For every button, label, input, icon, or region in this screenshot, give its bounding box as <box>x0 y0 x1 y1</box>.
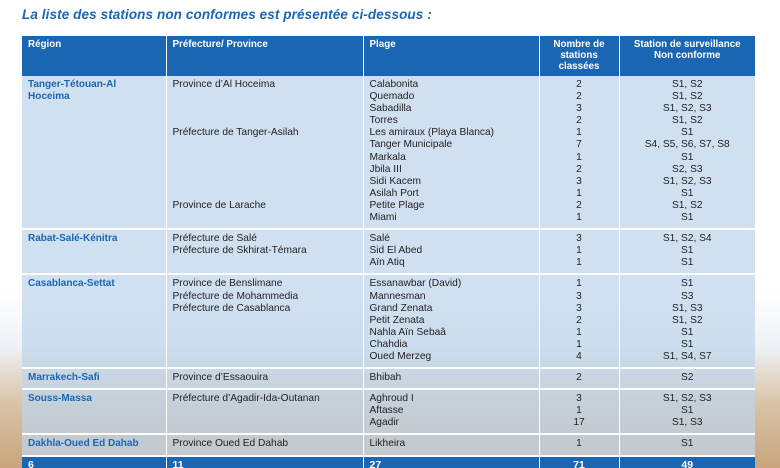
nombre-cell <box>539 434 619 455</box>
region-name: Rabat-Salé-Kénitra <box>22 229 166 274</box>
nombre-value: 1 <box>576 405 582 417</box>
region-row <box>22 76 755 229</box>
plage-cell <box>363 389 539 434</box>
prefecture-spacer <box>173 405 357 417</box>
total-region: 6 <box>22 456 166 468</box>
nombre-value: 3 <box>576 103 582 115</box>
plage-name: Les amiraux (Playa Blanca) <box>369 127 495 139</box>
plage-cell <box>363 434 539 455</box>
nombre-value: 1 <box>576 187 582 199</box>
nombre-value: 2 <box>576 79 582 90</box>
region-row <box>22 368 755 389</box>
header-nombre: Nombre de stations classées <box>539 36 619 76</box>
plage-name: Jbila III <box>369 163 402 175</box>
prefecture-spacer <box>173 103 357 115</box>
prefecture-name: Province de Larache <box>172 199 266 211</box>
station-value: S1 <box>681 127 694 139</box>
station-value: S1 <box>681 338 694 350</box>
total-nombre: 71 <box>539 456 619 468</box>
table-header <box>22 36 755 76</box>
region-name: Marrakech-Safi <box>22 368 166 389</box>
station-value: S1 <box>681 326 694 338</box>
plage-name: Bhibah <box>369 372 402 384</box>
plage-name: Asilah Port <box>369 187 419 199</box>
header-station: Station de surveillance Non conforme <box>619 36 755 76</box>
plage-name: Agadir <box>369 417 399 429</box>
nombre-value: 3 <box>576 290 582 302</box>
table-body <box>22 76 755 456</box>
prefecture-spacer <box>173 139 357 151</box>
nombre-value: 2 <box>576 163 582 175</box>
prefecture-spacer <box>173 176 357 188</box>
nombre-value: 2 <box>576 199 582 211</box>
station-value: S1 <box>681 257 694 269</box>
nombre-cell <box>539 229 619 274</box>
nombre-value: 17 <box>573 417 585 429</box>
plage-name: Miami <box>369 212 397 224</box>
prefecture-name: Province de Benslimane <box>172 278 283 290</box>
station-value: S1, S2, S4 <box>662 233 712 245</box>
nombre-value: 2 <box>576 91 582 103</box>
station-value: S1, S2 <box>671 79 703 90</box>
plage-name: Mannesman <box>369 290 426 302</box>
plage-name: Salé <box>369 233 390 245</box>
prefecture-cell <box>166 76 363 229</box>
nombre-value: 1 <box>576 278 582 290</box>
station-cell <box>619 229 755 274</box>
nombre-cell <box>539 274 619 368</box>
region-row <box>22 229 755 274</box>
plage-name: Aïn Atiq <box>369 257 405 269</box>
plage-name: Petit Zenata <box>369 314 425 326</box>
prefecture-name: Province Oued Ed Dahab <box>172 438 289 450</box>
region-row <box>22 274 755 368</box>
station-value: S1, S3 <box>671 302 703 314</box>
total-prefecture: 11 <box>166 456 363 468</box>
region-name: Souss-Massa <box>22 389 166 434</box>
plage-name: Aghroud I <box>369 393 414 405</box>
nombre-value: 3 <box>576 175 582 187</box>
plage-name: Aftasse <box>369 405 404 417</box>
nombre-value: 1 <box>576 257 582 269</box>
station-cell <box>619 389 755 434</box>
nombre-cell <box>539 389 619 434</box>
nombre-value: 3 <box>576 393 582 405</box>
plage-name: Essanawbar (David) <box>369 278 462 290</box>
prefecture-name: Préfecture de Tanger-Asilah <box>172 127 299 139</box>
station-value: S1, S2, S3 <box>662 175 712 187</box>
header-plage: Plage <box>363 36 539 76</box>
plage-name: Sabadilla <box>369 103 412 115</box>
nombre-value: 4 <box>576 350 582 362</box>
prefecture-cell <box>166 274 363 368</box>
station-value: S3 <box>681 290 694 302</box>
prefecture-name: Préfecture de Casablanca <box>172 302 291 314</box>
station-value: S1 <box>681 187 694 199</box>
table-totals <box>22 456 755 468</box>
nombre-value: 2 <box>576 115 582 127</box>
station-value: S1, S2 <box>671 91 703 103</box>
station-value: S1 <box>681 151 694 163</box>
prefecture-spacer <box>173 315 357 327</box>
station-cell <box>619 76 755 229</box>
header-region: Région <box>22 36 166 76</box>
nombre-cell <box>539 76 619 229</box>
nombre-cell <box>539 368 619 389</box>
prefecture-cell <box>166 434 363 455</box>
prefecture-name: Préfecture de Salé <box>172 233 257 245</box>
page-headline: La liste des stations non conformes est présentée ci-dessous : <box>22 7 432 22</box>
nombre-value: 3 <box>576 302 582 314</box>
nombre-value: 1 <box>576 338 582 350</box>
station-value: S1 <box>681 245 694 257</box>
prefecture-name: Préfecture de Mohammedia <box>172 290 299 302</box>
station-value: S1, S2 <box>671 115 703 127</box>
header-prefecture: Préfecture/ Province <box>166 36 363 76</box>
station-value: S1, S2, S3 <box>662 393 712 405</box>
prefecture-cell <box>166 368 363 389</box>
plage-name: Quemado <box>369 91 415 103</box>
plage-name: Torres <box>369 115 398 127</box>
plage-cell <box>363 368 539 389</box>
station-value: S1 <box>681 212 694 224</box>
station-cell <box>619 434 755 455</box>
prefecture-spacer <box>173 212 357 224</box>
prefecture-name: Province d’Essaouira <box>172 372 269 384</box>
station-value: S1, S4, S7 <box>662 350 712 362</box>
region-name: Tanger-Tétouan-Al Hoceima <box>22 76 166 229</box>
nombre-value: 1 <box>576 326 582 338</box>
station-value: S2 <box>681 372 694 384</box>
prefecture-name: Préfecture de Skhirat-Témara <box>172 245 307 257</box>
plage-name: Oued Merzeg <box>369 350 432 362</box>
total-station: 49 <box>619 456 755 468</box>
prefecture-spacer <box>173 351 357 363</box>
prefecture-cell <box>166 229 363 274</box>
nombre-value: 1 <box>576 212 582 224</box>
prefecture-spacer <box>173 257 357 269</box>
plage-name: Likheira <box>369 438 406 450</box>
prefecture-spacer <box>173 115 357 127</box>
nombre-value: 1 <box>576 438 582 450</box>
plage-name: Petite Plage <box>369 199 425 211</box>
prefecture-spacer <box>173 91 357 103</box>
prefecture-spacer <box>173 417 357 429</box>
station-value: S1, S2 <box>671 199 703 211</box>
station-value: S1, S3 <box>671 417 703 429</box>
plage-name: Chahdia <box>369 338 408 350</box>
station-value: S4, S5, S6, S7, S8 <box>644 139 730 151</box>
nombre-value: 1 <box>576 245 582 257</box>
prefecture-cell <box>166 389 363 434</box>
region-row <box>22 434 755 455</box>
station-value: S1, S2, S3 <box>662 103 712 115</box>
plage-name: Tanger Municipale <box>369 139 453 151</box>
prefecture-name: Province d’Al Hoceima <box>172 79 275 90</box>
station-value: S2, S3 <box>671 163 703 175</box>
station-cell <box>619 368 755 389</box>
prefecture-spacer <box>173 164 357 176</box>
nombre-value: 7 <box>576 139 582 151</box>
prefecture-spacer <box>173 152 357 164</box>
region-name: Casablanca-Settat <box>22 274 166 368</box>
nombre-value: 2 <box>576 372 582 384</box>
plage-cell <box>363 274 539 368</box>
prefecture-spacer <box>173 188 357 200</box>
station-value: S1 <box>681 278 694 290</box>
plage-name: Sid El Abed <box>369 245 423 257</box>
plage-name: Grand Zenata <box>369 302 433 314</box>
plage-name: Calabonita <box>369 79 419 90</box>
stations-table <box>22 36 755 468</box>
station-value: S1 <box>681 438 694 450</box>
nombre-value: 2 <box>576 314 582 326</box>
station-cell <box>619 274 755 368</box>
prefecture-spacer <box>173 339 357 351</box>
plage-name: Nahla Aïn Sebaâ <box>369 326 446 338</box>
plage-name: Markala <box>369 151 406 163</box>
station-value: S1 <box>681 405 694 417</box>
plage-cell <box>363 229 539 274</box>
prefecture-name: Préfecture d’Agadir-Ida-Outanan <box>172 393 320 405</box>
nombre-value: 3 <box>576 233 582 245</box>
plage-cell <box>363 76 539 229</box>
prefecture-spacer <box>173 327 357 339</box>
nombre-value: 1 <box>576 151 582 163</box>
nombre-value: 1 <box>576 127 582 139</box>
total-plage: 27 <box>363 456 539 468</box>
region-row <box>22 389 755 434</box>
station-value: S1, S2 <box>671 314 703 326</box>
plage-name: Sidi Kacem <box>369 175 422 187</box>
region-name: Dakhla-Oued Ed Dahab <box>22 434 166 455</box>
